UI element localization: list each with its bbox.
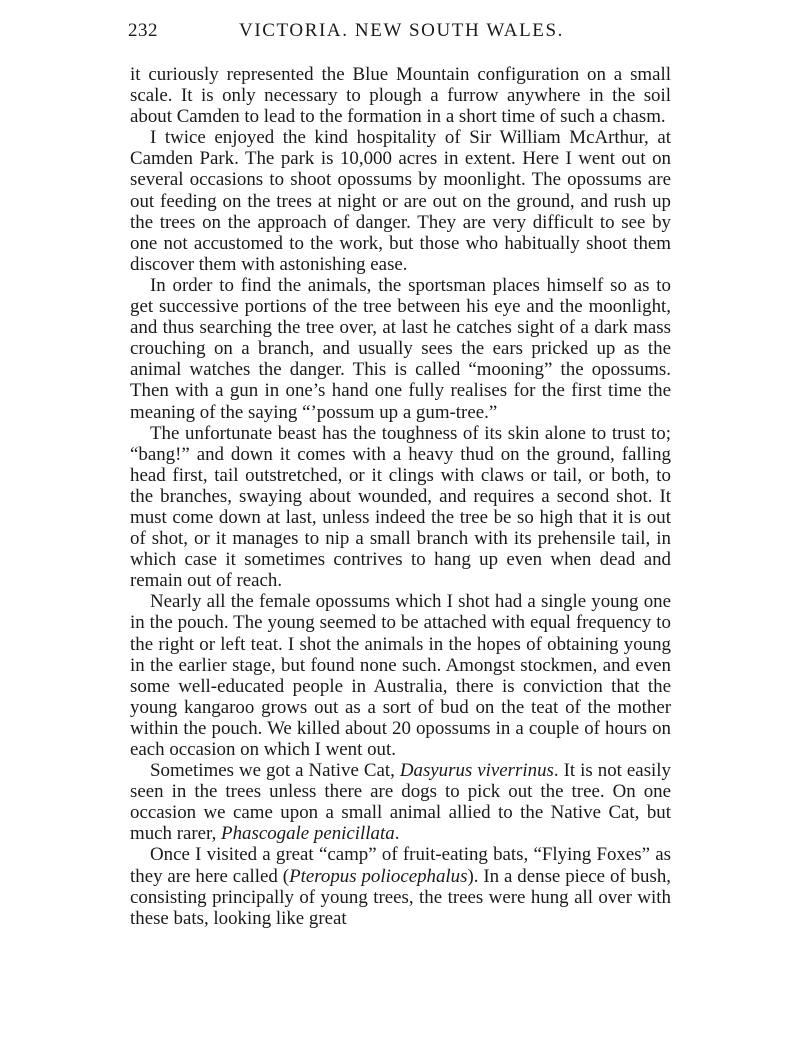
page-number: 232 — [128, 20, 158, 41]
body-text — [130, 64, 671, 929]
running-title: VICTORIA. NEW SOUTH WALES. — [239, 20, 565, 41]
paragraph-flying-foxes: Once I visited a great “camp” of fruit-eating bats, “Flying Foxes” as they are here called (Pteropus poliocephalus). In a dense piece of bush, consisting principally of young trees, the trees were hung all over with these bats, looking like great — [130, 844, 671, 929]
paragraph-mcarthur-visit: I twice enjoyed the kind hospitality of Sir William McArthur, at Camden Park. The park is 10,000 acres in extent. Here I went out on several occasions to shoot opossums by moonlight. The opossums are out feeding on the trees at night or are out on the ground, and rush up the trees on the approach of danger. They are very difficult to see by one not accustomed to the work, but those who habitually shoot them discover them with astonishing ease. — [130, 127, 671, 275]
running-head — [128, 20, 676, 48]
paragraph-unfortunate-beast: The unfortunate beast has the toughness of its skin alone to trust to; “bang!” and down it comes with a heavy thud on the ground, falling head first, tail outstretched, or it clings with claws or tail, or both, to the branches, swaying about wounded, and requires a second shot. It must come down at last, unless indeed the tree be so high that it is out of shot, or it manages to nip a small branch with its prehensile tail, in which case it sometimes contrives to hang up even when dead and remain out of reach. — [130, 422, 671, 592]
paragraph-continued: it curiously represented the Blue Mountain configuration on a small scale. It is only necessary to plough a furrow anywhere in the soil about Camden to lead to the formation in a short time of such a chasm. — [130, 64, 671, 128]
paragraph-female-opossums: Nearly all the female opossums which I shot had a single young one in the pouch. The young seemed to be attached with equal frequency to the right or left teat. I shot the animals in the hopes of obtaining young in the earlier stage, but found none such. Amongst stockmen, and even some well-educated people in Australia, there is conviction that the young kangaroo grows out as a sort of bud on the teat of the mother within the pouch. We killed about 20 opossums in a couple of hours on each occasion on which I went out. — [130, 591, 671, 760]
paragraph-native-cat: Sometimes we got a Native Cat, Dasyurus viverrinus. It is not easily seen in the trees unless there are dogs to pick out the tree. On one occasion we came upon a small animal allied to the Native Cat, but much rarer, Phascogale penicillata. — [130, 760, 671, 845]
paragraph-mooning: In order to find the animals, the sportsman places himself so as to get successive portions of the tree between his eye and the moonlight, and thus searching the tree over, at last he catches sight of a dark mass crouching on a branch, and usually sees the ears pricked up as the animal watches the danger. This is called “mooning” the opossums. Then with a gun in one’s hand one fully realises for the first time the meaning of the saying “’possum up a gum-tree.” — [130, 274, 671, 423]
